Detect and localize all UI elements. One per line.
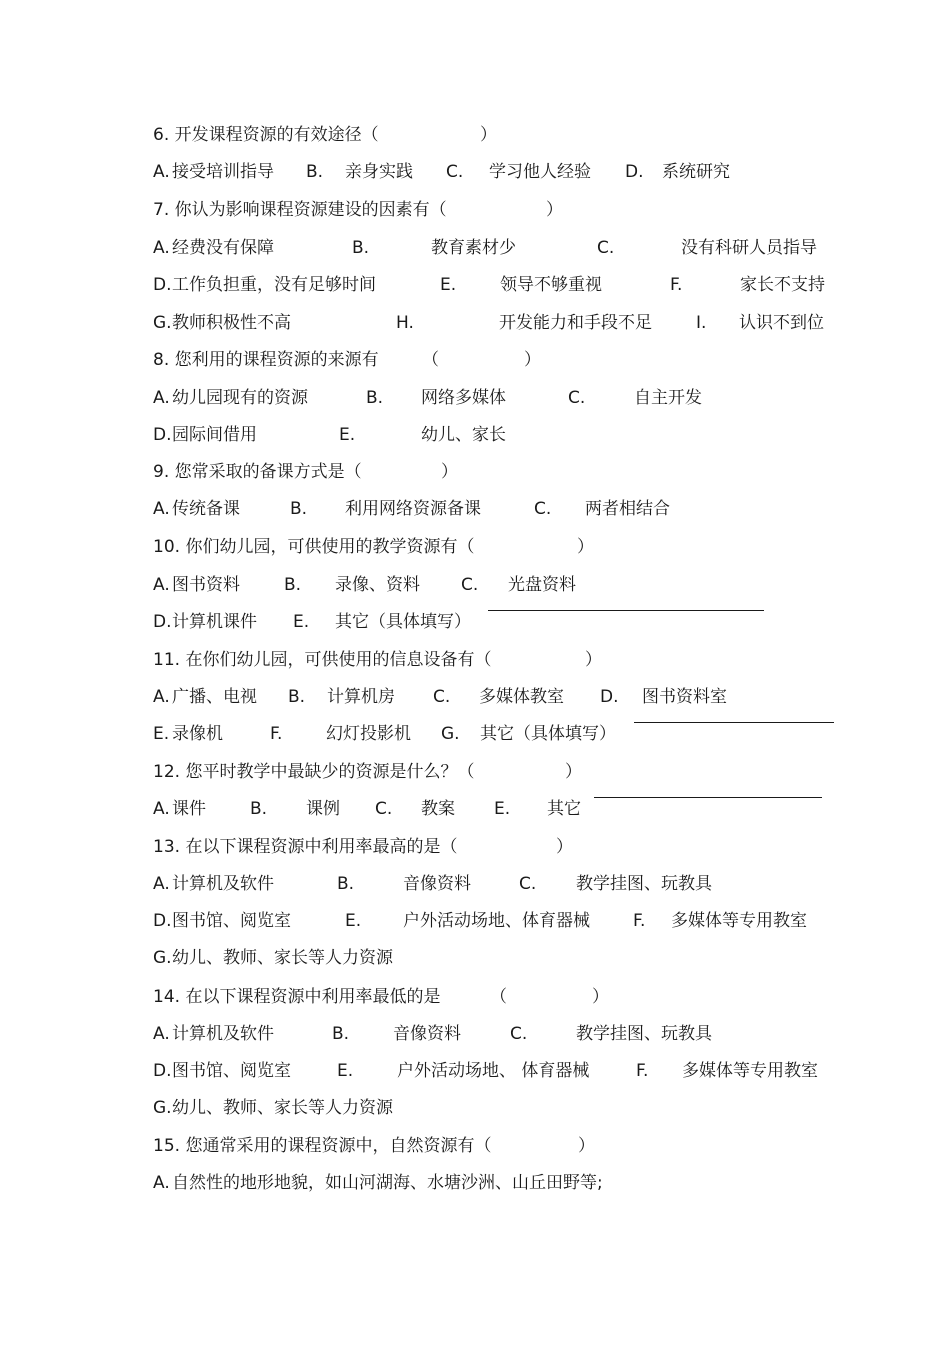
- option-letter[interactable]: B.: [352, 238, 370, 258]
- option-letter[interactable]: A.: [153, 687, 170, 707]
- option-letter[interactable]: B.: [337, 874, 355, 894]
- option-letter[interactable]: F.: [670, 275, 683, 295]
- question-stem-11: [0, 648, 950, 672]
- option-letter[interactable]: B.: [366, 388, 384, 408]
- question-stem-15: [0, 1134, 950, 1158]
- option-letter[interactable]: C.: [519, 874, 537, 894]
- option-text[interactable]: 领导不够重视: [500, 275, 602, 295]
- answer-paren[interactable]: ）: [577, 537, 594, 557]
- question-text: 12. 您平时教学中最缺少的资源是什么？（: [153, 762, 475, 782]
- option-letter[interactable]: C.: [446, 162, 464, 182]
- option-letter[interactable]: D.: [153, 1061, 172, 1081]
- option-letter[interactable]: B.: [332, 1024, 350, 1044]
- option-text[interactable]: 图书馆、阅览室: [172, 1061, 291, 1081]
- option-letter[interactable]: D.: [625, 162, 644, 182]
- answer-paren[interactable]: ）: [546, 200, 563, 220]
- option-letter[interactable]: E.: [337, 1061, 354, 1081]
- option-letter[interactable]: A.: [153, 162, 170, 182]
- option-letter[interactable]: F.: [633, 911, 646, 931]
- answer-paren[interactable]: ）: [565, 762, 582, 782]
- option-text[interactable]: 自然性的地形地貌，如山河湖海、水塘沙洲、山丘田野等;: [172, 1173, 603, 1193]
- answer-paren[interactable]: （ ）: [490, 987, 609, 1007]
- option-text[interactable]: 幼儿、教师、家长等人力资源: [172, 1098, 393, 1118]
- options-row: [0, 722, 950, 746]
- option-text[interactable]: 教师积极性不高: [172, 313, 291, 333]
- option-text[interactable]: 计算机房: [327, 687, 395, 707]
- answer-paren[interactable]: ）: [578, 1136, 595, 1156]
- option-letter[interactable]: C.: [568, 388, 586, 408]
- option-text[interactable]: 录像机: [172, 724, 223, 744]
- option-letter[interactable]: E.: [339, 425, 356, 445]
- option-letter[interactable]: D.: [600, 687, 619, 707]
- option-letter[interactable]: C.: [461, 575, 479, 595]
- option-letter[interactable]: A.: [153, 799, 170, 819]
- option-letter[interactable]: A.: [153, 1173, 170, 1193]
- option-text[interactable]: 教育素材少: [431, 238, 516, 258]
- option-letter[interactable]: A.: [153, 499, 170, 519]
- fill-in-blank[interactable]: [634, 722, 834, 723]
- option-letter[interactable]: E.: [153, 724, 170, 744]
- option-letter[interactable]: B.: [250, 799, 268, 819]
- options-row: [0, 236, 950, 260]
- answer-paren[interactable]: ）: [441, 462, 458, 482]
- option-text[interactable]: 经费没有保障: [172, 238, 274, 258]
- question-stem-8: [0, 348, 950, 372]
- question-stem-13: [0, 835, 950, 859]
- option-letter[interactable]: C.: [534, 499, 552, 519]
- option-text[interactable]: 课例: [306, 799, 340, 819]
- option-text[interactable]: 多媒体等专用教室: [671, 911, 807, 931]
- option-letter[interactable]: B.: [306, 162, 324, 182]
- option-text[interactable]: 工作负担重，没有足够时间: [172, 275, 376, 295]
- option-text[interactable]: 教学挂图、玩教具: [576, 874, 712, 894]
- option-text[interactable]: 园际间借用: [172, 425, 257, 445]
- option-letter[interactable]: C.: [433, 687, 451, 707]
- option-text[interactable]: 其它（具体填写）: [335, 612, 471, 632]
- option-text[interactable]: 图书馆、阅览室: [172, 911, 291, 931]
- option-letter[interactable]: D.: [153, 911, 172, 931]
- question-text: 9. 您常采取的备课方式是（: [153, 462, 362, 482]
- option-letter[interactable]: G.: [441, 724, 460, 744]
- question-text: 11. 在你们幼儿园，可供使用的信息设备有（: [153, 650, 492, 670]
- options-row: [0, 610, 950, 634]
- answer-paren[interactable]: （ ）: [422, 350, 541, 370]
- option-text[interactable]: 幻灯投影机: [326, 724, 411, 744]
- option-letter[interactable]: E.: [494, 799, 511, 819]
- question-stem-9: [0, 460, 950, 484]
- options-row: [0, 685, 950, 709]
- option-text[interactable]: 户外活动场地、 体育器械: [397, 1061, 590, 1081]
- option-text[interactable]: 教案: [421, 799, 455, 819]
- options-row: [0, 946, 950, 970]
- options-row: [0, 1171, 950, 1195]
- option-text[interactable]: 音像资料: [393, 1024, 461, 1044]
- option-text[interactable]: 系统研究: [662, 162, 730, 182]
- option-letter[interactable]: E.: [440, 275, 457, 295]
- option-text[interactable]: 图书资料: [172, 575, 240, 595]
- option-letter[interactable]: A.: [153, 874, 170, 894]
- option-letter[interactable]: E.: [345, 911, 362, 931]
- option-letter[interactable]: G.: [153, 948, 172, 968]
- question-stem-7: [0, 198, 950, 222]
- option-letter[interactable]: A.: [153, 388, 170, 408]
- options-row: [0, 1059, 950, 1083]
- option-text[interactable]: 没有科研人员指导: [681, 238, 817, 258]
- option-letter[interactable]: G.: [153, 313, 172, 333]
- option-text[interactable]: 多媒体等专用教室: [682, 1061, 818, 1081]
- answer-paren[interactable]: ）: [556, 837, 573, 857]
- option-text[interactable]: 家长不支持: [740, 275, 825, 295]
- option-text[interactable]: 学习他人经验: [489, 162, 591, 182]
- options-row: [0, 872, 950, 896]
- options-row: [0, 311, 950, 335]
- option-text[interactable]: 传统备课: [172, 499, 240, 519]
- answer-paren[interactable]: ）: [585, 650, 602, 670]
- option-text[interactable]: 教学挂图、玩教具: [576, 1024, 712, 1044]
- option-letter[interactable]: F.: [636, 1061, 649, 1081]
- question-text: 7. 你认为影响课程资源建设的因素有（: [153, 200, 447, 220]
- question-stem-14: [0, 985, 950, 1009]
- fill-in-blank[interactable]: [488, 610, 764, 611]
- option-text[interactable]: 其它（具体填写）: [480, 724, 616, 744]
- question-text: 14. 在以下课程资源中利用率最低的是: [153, 987, 441, 1007]
- options-row: [0, 423, 950, 447]
- option-letter[interactable]: C.: [597, 238, 615, 258]
- option-text[interactable]: 认识不到位: [739, 313, 824, 333]
- option-text[interactable]: 幼儿园现有的资源: [172, 388, 308, 408]
- option-text[interactable]: 计算机及软件: [172, 874, 274, 894]
- option-letter[interactable]: A.: [153, 1024, 170, 1044]
- option-letter[interactable]: E.: [293, 612, 310, 632]
- option-letter[interactable]: C.: [510, 1024, 528, 1044]
- options-row: [0, 386, 950, 410]
- option-text[interactable]: 自主开发: [634, 388, 702, 408]
- question-text: 8. 您利用的课程资源的来源有: [153, 350, 379, 370]
- question-stem-10: [0, 535, 950, 559]
- option-text[interactable]: 录像、资料: [335, 575, 420, 595]
- question-text: 13. 在以下课程资源中利用率最高的是（: [153, 837, 458, 857]
- option-text[interactable]: 幼儿、教师、家长等人力资源: [172, 948, 393, 968]
- options-row: [0, 497, 950, 521]
- question-text: 15. 您通常采用的课程资源中，自然资源有（: [153, 1136, 492, 1156]
- option-text[interactable]: 亲身实践: [345, 162, 413, 182]
- option-letter[interactable]: C.: [375, 799, 393, 819]
- option-text[interactable]: 光盘资料: [508, 575, 576, 595]
- option-letter[interactable]: B.: [288, 687, 306, 707]
- question-stem-6: [0, 123, 950, 147]
- options-row: [0, 1022, 950, 1046]
- option-text[interactable]: 户外活动场地、体育器械: [403, 911, 590, 931]
- option-text[interactable]: 其它: [547, 799, 581, 819]
- option-letter[interactable]: D.: [153, 425, 172, 445]
- options-row: [0, 160, 950, 184]
- option-letter[interactable]: G.: [153, 1098, 172, 1118]
- options-row: [0, 1096, 950, 1120]
- option-text[interactable]: 利用网络资源备课: [345, 499, 481, 519]
- option-letter[interactable]: D.: [153, 612, 172, 632]
- option-letter[interactable]: I.: [696, 313, 707, 333]
- option-letter[interactable]: B.: [284, 575, 302, 595]
- option-letter[interactable]: H.: [396, 313, 414, 333]
- option-text[interactable]: 网络多媒体: [421, 388, 506, 408]
- question-text: 6. 开发课程资源的有效途径（: [153, 125, 379, 145]
- option-letter[interactable]: D.: [153, 275, 172, 295]
- option-text[interactable]: 两者相结合: [585, 499, 670, 519]
- option-text[interactable]: 计算机及软件: [172, 1024, 274, 1044]
- option-text[interactable]: 计算机课件: [172, 612, 257, 632]
- options-row: [0, 797, 950, 821]
- options-row: [0, 573, 950, 597]
- fill-in-blank[interactable]: [594, 797, 822, 798]
- option-letter[interactable]: F.: [270, 724, 283, 744]
- option-text[interactable]: 音像资料: [403, 874, 471, 894]
- option-text[interactable]: 多媒体教室: [479, 687, 564, 707]
- option-letter[interactable]: A.: [153, 575, 170, 595]
- option-text[interactable]: 广播、电视: [172, 687, 257, 707]
- option-text[interactable]: 课件: [172, 799, 206, 819]
- option-letter[interactable]: A.: [153, 238, 170, 258]
- option-text[interactable]: 开发能力和手段不足: [499, 313, 652, 333]
- options-row: [0, 273, 950, 297]
- options-row: [0, 909, 950, 933]
- option-text[interactable]: 接受培训指导: [172, 162, 274, 182]
- option-text[interactable]: 图书资料室: [642, 687, 727, 707]
- option-text[interactable]: 幼儿、家长: [421, 425, 506, 445]
- option-letter[interactable]: B.: [290, 499, 308, 519]
- question-stem-12: [0, 760, 950, 784]
- question-text: 10. 你们幼儿园，可供使用的教学资源有（: [153, 537, 475, 557]
- answer-paren[interactable]: ）: [480, 125, 497, 145]
